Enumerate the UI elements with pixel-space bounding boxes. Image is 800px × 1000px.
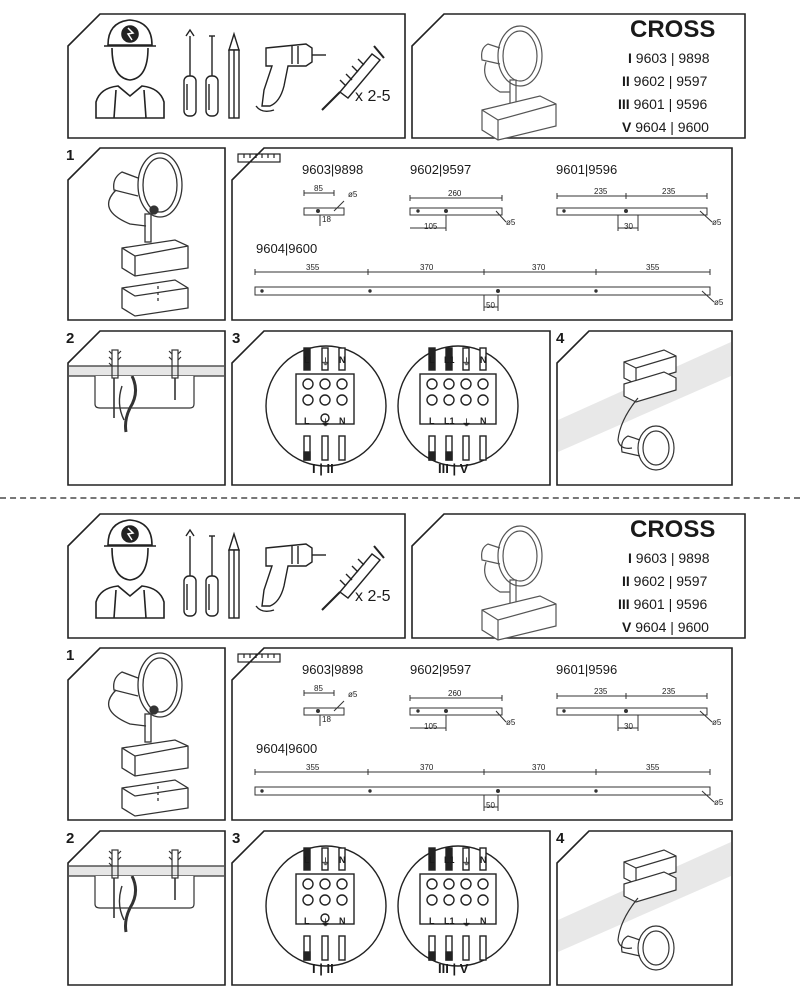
bracket-9603	[304, 708, 344, 715]
variant-row	[628, 50, 710, 66]
variant-numeral: V	[622, 619, 632, 635]
dim-value: ø5	[348, 190, 358, 199]
step-3-number: 3	[232, 830, 241, 847]
wire-label: ⏚	[462, 857, 472, 867]
dimension-drawings	[255, 190, 714, 311]
model-d-label: 9604|9600	[256, 741, 318, 756]
product-illustration	[482, 526, 556, 640]
dim-value: 105	[424, 722, 438, 731]
product-illustration	[482, 26, 556, 140]
wire-label: L1	[444, 355, 455, 365]
drill-icon	[256, 544, 326, 611]
dim-value: 370	[532, 263, 546, 272]
wire-label: N	[339, 355, 346, 365]
model-b-label: 9602|9597	[410, 162, 472, 177]
model-c-label: 9601|9596	[556, 662, 618, 677]
dim-value: 235	[594, 687, 608, 696]
dim-value: 260	[448, 689, 462, 698]
wire-label: L1	[444, 916, 455, 926]
model-a-label: 9603|9898	[302, 162, 364, 177]
product-name: CROSS	[630, 16, 716, 43]
dim-value: ø5	[348, 690, 358, 699]
dim-value: 30	[624, 722, 633, 731]
wire-label: N	[339, 416, 346, 426]
dowel-quantity: x 2-5	[355, 88, 391, 105]
step-3-number: 3	[232, 330, 241, 347]
dim-value: 355	[646, 763, 660, 772]
electrician-icon	[96, 20, 164, 118]
dim-value: 85	[314, 184, 323, 193]
variant-row	[618, 596, 707, 612]
variant-numeral: I	[628, 50, 632, 66]
dim-value: 370	[420, 263, 434, 272]
instruction-sheet-bottom	[0, 500, 800, 1000]
wire-label: N	[339, 855, 346, 865]
step2-illustration	[69, 350, 224, 432]
wire-label: ⏚	[321, 357, 331, 367]
wire-label: N	[480, 416, 487, 426]
step3-panel-border	[232, 331, 550, 485]
screwdriver-icon	[184, 530, 196, 616]
drill-icon	[256, 44, 326, 111]
wire-label: N	[480, 916, 487, 926]
step-1-number: 1	[66, 147, 75, 164]
dim-value: 235	[662, 187, 676, 196]
electrician-icon	[96, 520, 164, 618]
step-2-number: 2	[66, 830, 75, 847]
step-2-number: 2	[66, 330, 75, 347]
variant-codes: 9604 | 9600	[635, 119, 709, 135]
dim-value: ø5	[506, 218, 516, 227]
variant-row	[622, 619, 709, 635]
dim-value: 370	[532, 763, 546, 772]
dim-value: 235	[594, 187, 608, 196]
wire-label: L	[304, 416, 310, 426]
bracket-9601	[557, 708, 707, 715]
model-b-label: 9602|9597	[410, 662, 472, 677]
version-label: III | V	[438, 961, 469, 976]
dim-value: ø5	[712, 718, 722, 727]
step-4-number: 4	[556, 330, 565, 347]
dimension-drawings	[255, 690, 714, 811]
dim-value: 235	[662, 687, 676, 696]
step-4-number: 4	[556, 830, 565, 847]
variant-row	[622, 119, 709, 135]
ruler-icon	[238, 154, 280, 162]
variant-row	[622, 73, 707, 89]
wire-label: L	[304, 355, 310, 365]
dim-value: 18	[322, 715, 331, 724]
wire-label: L1	[444, 416, 455, 426]
dim-value: 50	[486, 301, 495, 310]
variant-codes: 9604 | 9600	[635, 619, 709, 635]
variant-numeral: I	[628, 550, 632, 566]
dim-value: 355	[306, 763, 320, 772]
screwdriver-icon	[184, 30, 196, 116]
wire-label: ⏚	[321, 918, 331, 928]
wiring-diagram-right	[398, 846, 518, 966]
model-c-label: 9601|9596	[556, 162, 618, 177]
bracket-9604	[255, 787, 710, 795]
version-label: III | V	[438, 461, 469, 476]
dowel-quantity: x 2-5	[355, 588, 391, 605]
screwdriver-icon	[206, 536, 218, 616]
bracket-9604	[255, 287, 710, 295]
ruler-icon	[238, 654, 280, 662]
variant-codes: 9601 | 9596	[633, 596, 708, 612]
screwdriver-icon	[206, 36, 218, 116]
cut-line-divider	[0, 497, 800, 499]
wire-label: ⏚	[462, 418, 472, 428]
variant-codes: 9602 | 9597	[633, 73, 708, 89]
variant-numeral: V	[622, 119, 632, 135]
step1-illustration	[109, 653, 188, 816]
variant-row	[618, 96, 707, 112]
dim-value: 355	[306, 263, 320, 272]
version-label: I | II	[312, 461, 334, 476]
wire-label: L	[429, 416, 435, 426]
dim-value: 355	[646, 263, 660, 272]
variant-codes: 9601 | 9596	[633, 96, 708, 112]
variant-row	[622, 573, 707, 589]
wire-label: ⏚	[321, 857, 331, 867]
pencil-icon	[229, 534, 239, 618]
dim-value: 260	[448, 189, 462, 198]
step1-illustration	[109, 153, 188, 316]
dim-value: ø5	[712, 218, 722, 227]
dim-value: ø5	[714, 298, 724, 307]
step4-illustration	[558, 342, 731, 470]
wiring-diagram-right	[398, 346, 518, 466]
wire-label: N	[339, 916, 346, 926]
dim-value: 85	[314, 684, 323, 693]
wire-label: L	[429, 355, 435, 365]
bracket-9603	[304, 208, 344, 215]
wire-label: L	[304, 855, 310, 865]
variant-numeral: II	[622, 73, 630, 89]
bracket-9602	[410, 208, 502, 215]
wire-label: N	[480, 355, 487, 365]
wire-label: L	[304, 916, 310, 926]
wire-label: ⏚	[462, 357, 472, 367]
variant-codes: 9603 | 9898	[635, 50, 710, 66]
wire-label: L1	[444, 855, 455, 865]
dim-value: 50	[486, 801, 495, 810]
product-name: CROSS	[630, 516, 716, 543]
variant-numeral: II	[622, 573, 630, 589]
variant-numeral: III	[618, 596, 630, 612]
dim-value: ø5	[714, 798, 724, 807]
step3-panel-border	[232, 831, 550, 985]
dim-value: 30	[624, 222, 633, 231]
variant-numeral: III	[618, 96, 630, 112]
variant-codes: 9602 | 9597	[633, 573, 708, 589]
version-label: I | II	[312, 961, 334, 976]
wire-label: L	[429, 855, 435, 865]
dim-value: 370	[420, 763, 434, 772]
bracket-9602	[410, 708, 502, 715]
dim-value: 105	[424, 222, 438, 231]
step2-illustration	[69, 850, 224, 932]
variant-codes: 9603 | 9898	[635, 550, 710, 566]
wire-label: N	[480, 855, 487, 865]
model-d-label: 9604|9600	[256, 241, 318, 256]
model-a-label: 9603|9898	[302, 662, 364, 677]
wire-label: ⏚	[462, 918, 472, 928]
variant-row	[628, 550, 710, 566]
dim-value: ø5	[506, 718, 516, 727]
pencil-icon	[229, 34, 239, 118]
step-1-number: 1	[66, 647, 75, 664]
dim-value: 18	[322, 215, 331, 224]
wire-label: ⏚	[321, 418, 331, 428]
step4-illustration	[558, 842, 731, 970]
bracket-9601	[557, 208, 707, 215]
wire-label: L	[429, 916, 435, 926]
